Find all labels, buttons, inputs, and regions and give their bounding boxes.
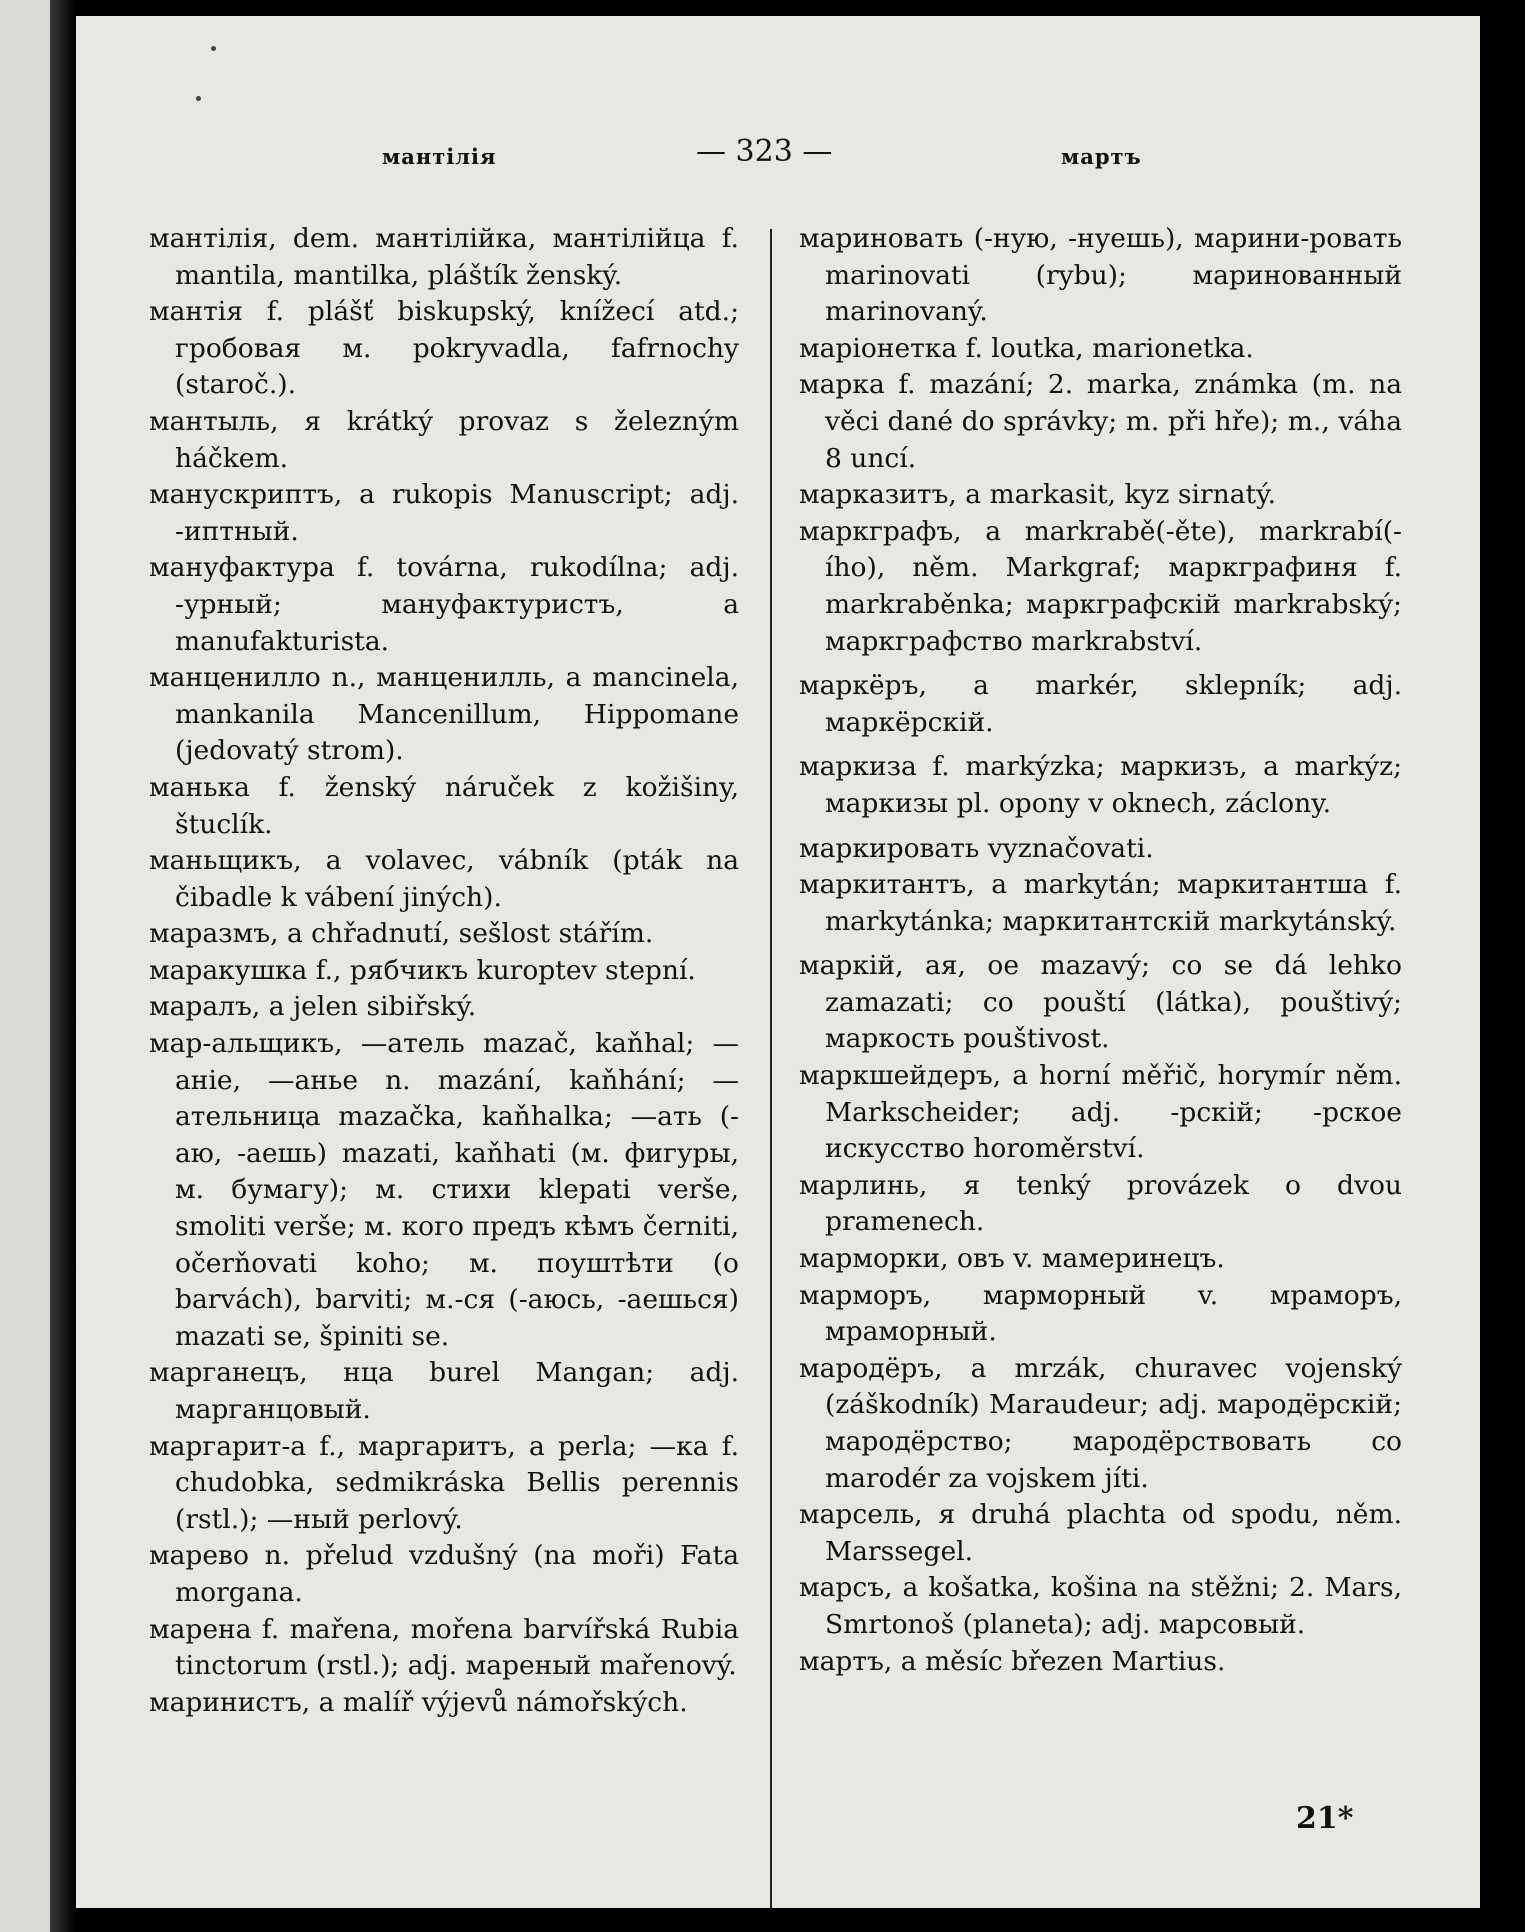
dictionary-entry: мариновать (-ную, -нуешь), марини-ровать marinovati (rybu); маринованный marinovaný. — [799, 223, 1402, 328]
dictionary-entry: марсель, я druhá plachta od spodu, něm. Marssegel. — [799, 1499, 1402, 1567]
dictionary-entry: маракушка f., рябчикъ kuroptev stepní. — [149, 954, 696, 986]
dictionary-entry: марказитъ, a markasit, kyz sirnatý. — [799, 479, 1277, 511]
dictionary-entry: мантілія, dem. мантілійка, мантілійца f. mantila, mantilka, pláštík ženský. — [149, 223, 739, 291]
dictionary-entry: маріонетка f. loutka, marionetka. — [799, 332, 1254, 364]
dictionary-entry: марморки, овъ v. мамеринецъ. — [799, 1243, 1225, 1275]
dictionary-entry: маркитантъ, a markytán; маркитантша f. markytánka; маркитантскій markytánský. — [799, 869, 1402, 937]
running-header — [76, 126, 1480, 186]
print-speck — [211, 46, 216, 51]
dictionary-entry: маралъ, a jelen sibiřský. — [149, 991, 477, 1023]
dictionary-entry: марена f. mařena, mořena barvířská Rubia tinctorum (rstl.); adj. мареный mařenový. — [149, 1613, 739, 1682]
dictionary-entry: манускриптъ, a rukopis Manuscript; adj. -иптный. — [149, 479, 739, 547]
dictionary-entry: мар-альщикъ, —атель mazač, kaňhal; —аніе, —анье n. mazání, kaňhání; —ательница mazačka, kaňhalka; —ать (-аю, -аешь) mazati, kaňhati (м. фигуры, м. бумагу); м. стихи klepati verše, smoliti verše; м. кого предъ кѣмъ černiti, očerňovati koho; м. поуштѣти (o barvách), barviti; м.-ся (-аюсь, -аешься) mazati se, špiniti se. — [149, 1028, 740, 1352]
page-number: — 323 — — [696, 134, 833, 169]
signature-mark: 21* — [1296, 1801, 1354, 1836]
dictionary-page — [76, 16, 1480, 1908]
left-column — [149, 221, 739, 1721]
previous-page-edge — [0, 0, 50, 1932]
dictionary-entry: маркграфъ, a markrabě(-ěte), markrabí(-ího), něm. Markgraf; маркграфиня f. markraběnka; маркграфскій markrabský; маркграфство markrabství. — [799, 515, 1402, 657]
dictionary-entry: маркшейдеръ, a horní měřič, horymír něm. Markscheider; adj. -рскій; -рское искусство horoměrství. — [799, 1060, 1402, 1165]
dictionary-entry: марка f. mazání; 2. marka, známka (m. na věci dané do správky; m. při hře); m., váha 8 uncí. — [799, 369, 1402, 474]
dictionary-entry: маргарит-а f., маргаритъ, a perla; —ка f. chudobka, sedmikráska Bellis perennis (rstl.); —ный perlový. — [149, 1430, 739, 1535]
dictionary-entry: маркиза f. markýzka; маркизъ, a markýz; маркизы pl. opony v oknech, záclony. — [799, 751, 1402, 819]
dictionary-entry: маразмъ, a chřadnutí, sešlost stářím. — [149, 918, 654, 950]
dictionary-entry: мануфактура f. továrna, rukodílna; adj. -урный; мануфактуристъ, a manufakturista. — [149, 552, 739, 657]
dictionary-entry: манька f. ženský náruček z kožišiny, štuclík. — [149, 771, 739, 840]
dictionary-entry: маркёръ, a markér, sklepník; adj. маркёрскій. — [799, 670, 1402, 738]
dictionary-entry: мантыль, я krátký provaz s železným háčkem. — [149, 405, 739, 474]
dictionary-entry: марево n. přelud vzdušný (na moři) Fata morgana. — [149, 1540, 739, 1608]
page-gutter-shadow — [50, 0, 76, 1932]
dictionary-entry: маринистъ, a malíř výjevů námořských. — [149, 1686, 688, 1718]
dictionary-entry: маркировать vyznačovati. — [799, 832, 1154, 864]
print-speck — [196, 96, 201, 101]
dictionary-entry: манценилло n., манценилль, a mancinela, mankanila Mancenillum, Hippomane (jedovatý strom). — [149, 662, 739, 767]
dictionary-entry: марганецъ, нца burel Mangan; adj. марганцовый. — [149, 1357, 739, 1425]
dictionary-entry: марлинь, я tenký provázek o dvou pramenech. — [799, 1169, 1402, 1238]
dictionary-entry: маркій, ая, ое mazavý; co se dá lehko zamazati; co pouští (látka), pouštivý; маркость pouštivost. — [799, 950, 1402, 1055]
dictionary-entry: мартъ, a měsíc březen Martius. — [799, 1645, 1226, 1677]
column-divider — [770, 229, 772, 1908]
dictionary-entry: марсъ, a košatka, košina na stěžni; 2. Mars, Smrtonoš (planeta); adj. марсовый. — [799, 1572, 1402, 1640]
dictionary-entry: марморъ, марморный v. мраморъ, мраморный. — [799, 1279, 1402, 1348]
dictionary-entry: маньщикъ, a volavec, vábník (pták na čibadle k vábení jiných). — [149, 845, 739, 913]
header-right-guide-word: мартъ — [1061, 144, 1142, 169]
dictionary-entry: мантія f. plášť biskupský, knížecí atd.; гробовая м. pokryvadla, fafrnochy (staroč.). — [149, 296, 739, 401]
right-column — [799, 221, 1402, 1680]
header-left-guide-word: мантілія — [382, 144, 497, 169]
dictionary-entry: мародёръ, a mrzák, churavec vojenský (záškodník) Maraudeur; adj. мародёрскій; мародёрство; мародёрствовать co marodér za vojskem jíti. — [799, 1352, 1402, 1494]
